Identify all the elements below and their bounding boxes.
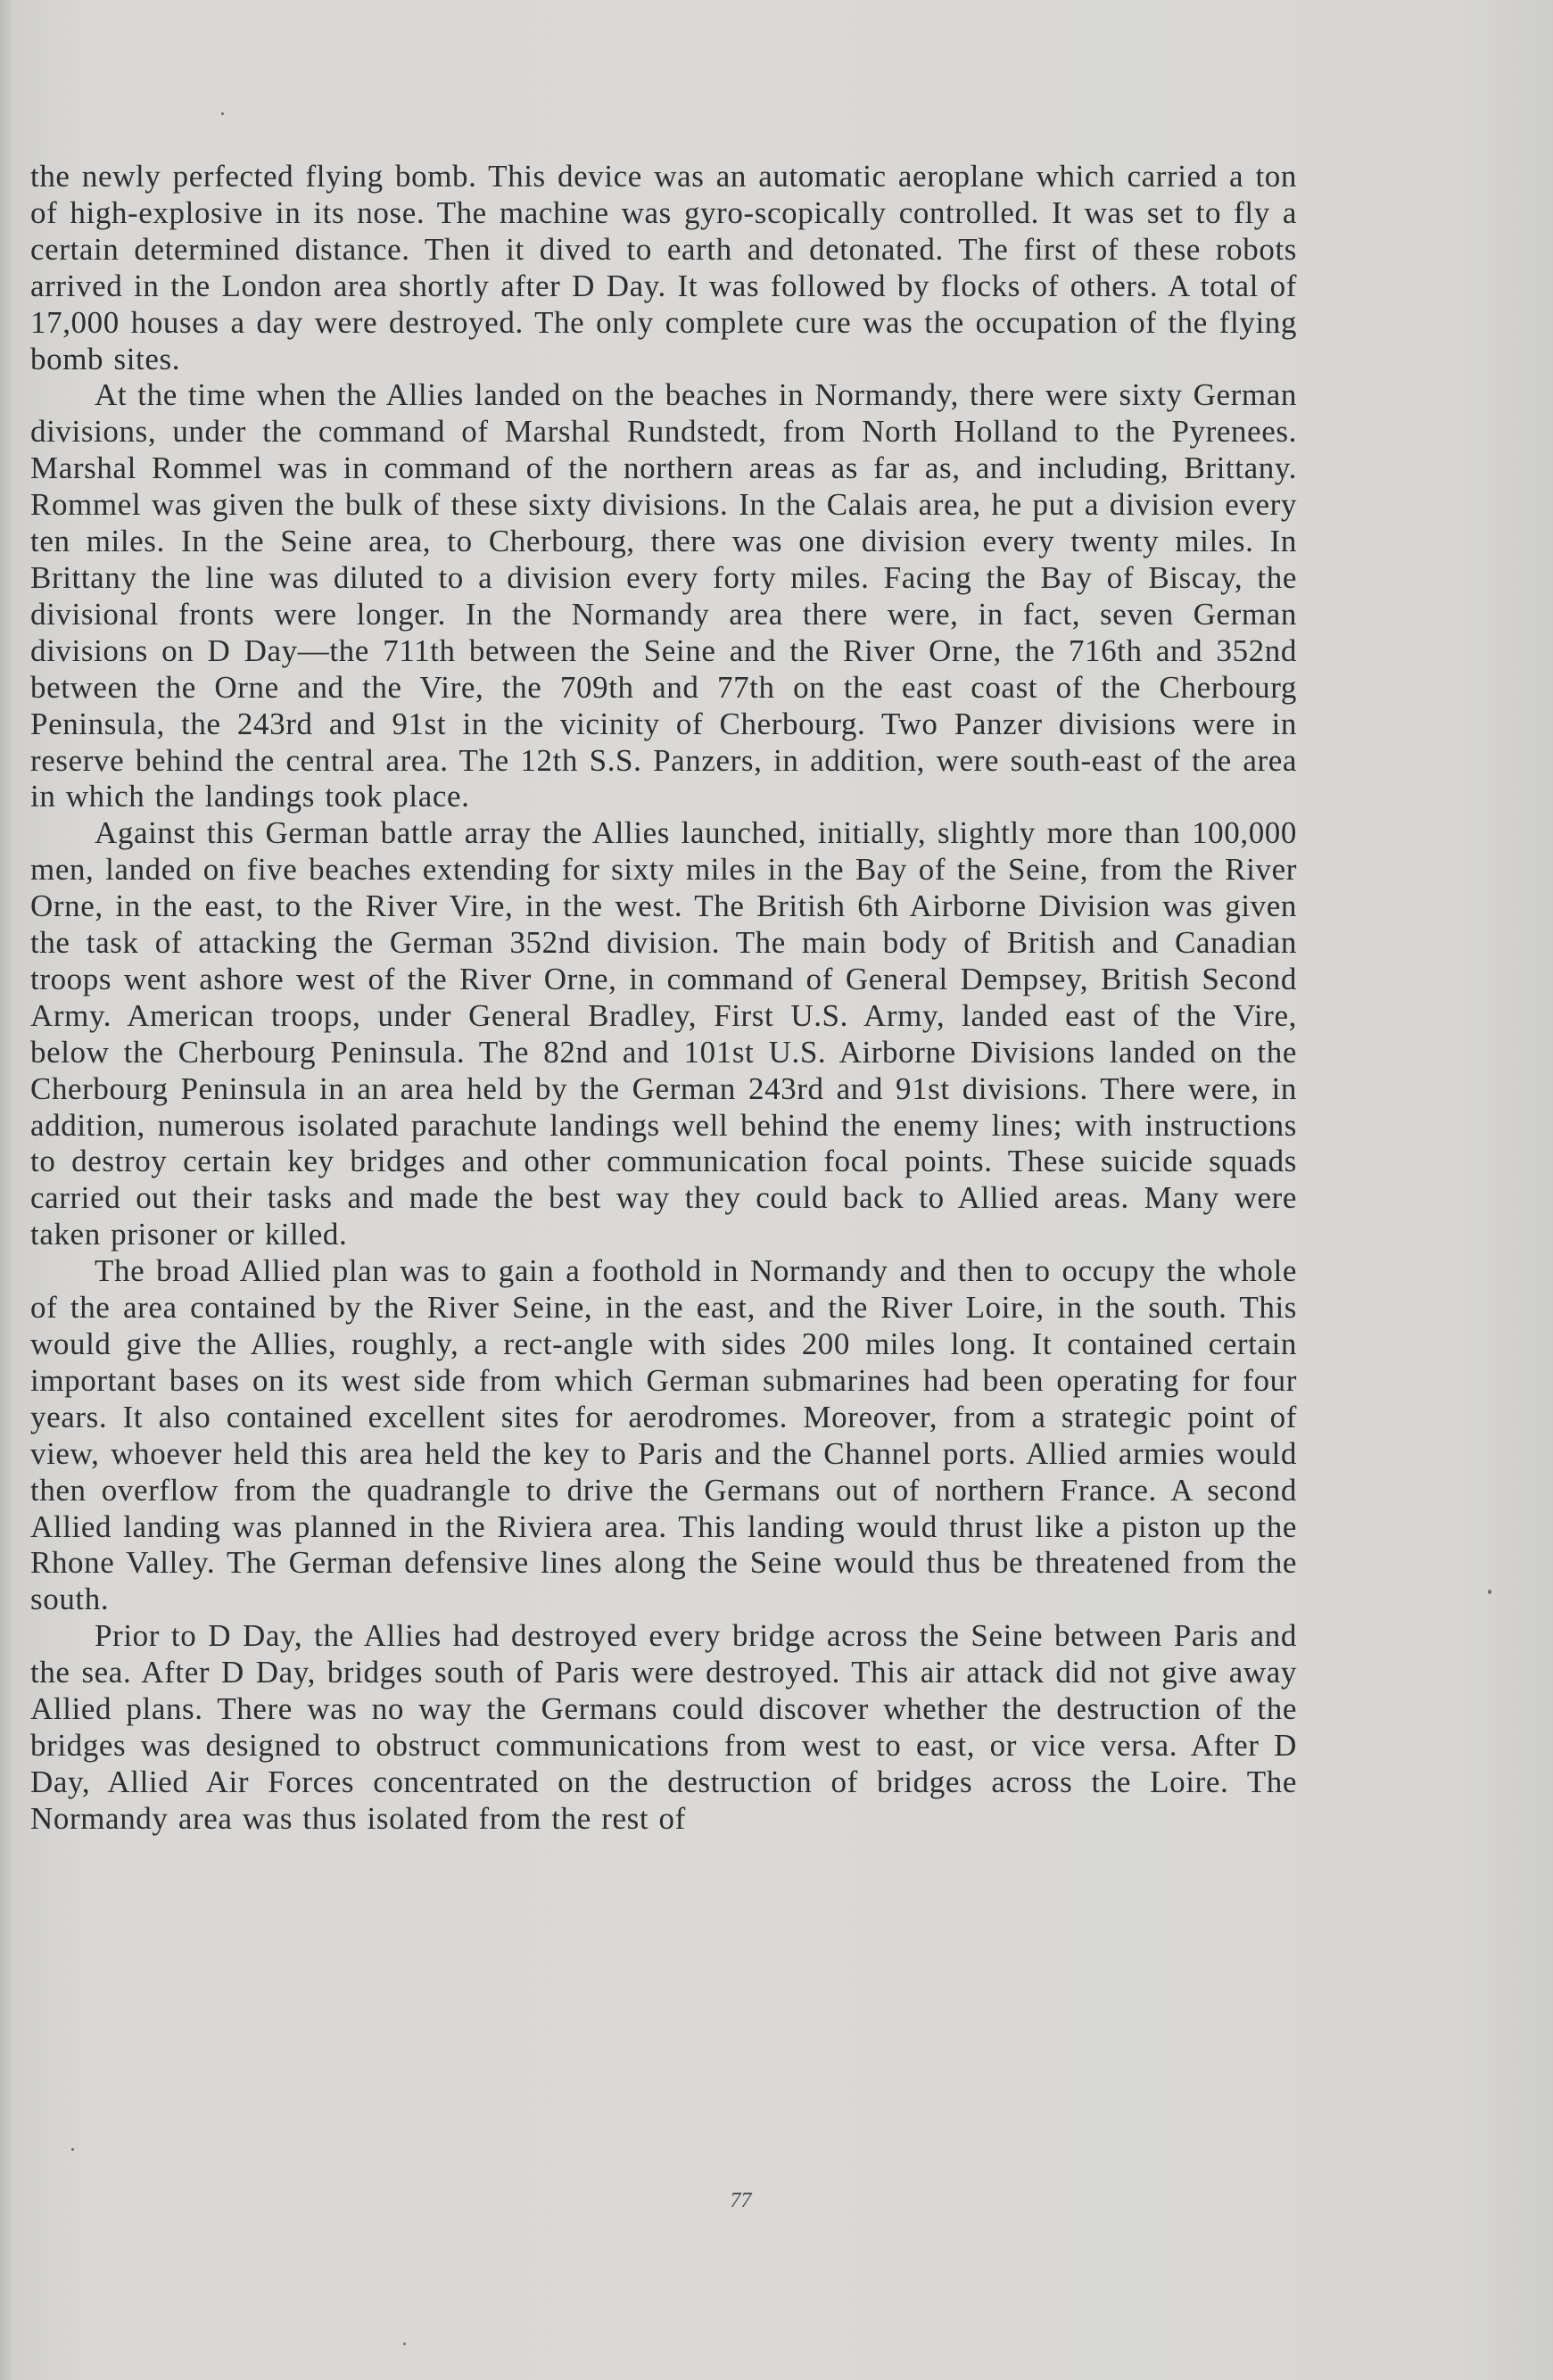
paragraph-1: the newly perfected flying bomb. This device was an automatic aeroplane which carried a ton of high-explosive in its nose. The machine was gyro-scopically controlled. It was set to fly a certain determined distance. Then it dived to earth and detonated. The first of these robots arrived in the London area shortly after D Day. It was followed by flocks of others. A total of 17,000 houses a day were destroyed. The only complete cure was the occupation of the flying bomb sites. [30,159,1297,376]
paper-speck [1488,1590,1491,1594]
body-text [30,159,1297,1838]
page-spine-shadow [0,0,12,2380]
paragraph-5: Prior to D Day, the Allies had destroyed every bridge across the Seine between Paris and the sea. After D Day, bridges south of Paris were destroyed. This air attack did not give away Allied plans. There was no way the Germans could discover whether the destruction of the bridges was designed to obstruct communications from west to east, or vice versa. After D Day, Allied Air Forces concentrated on the destruction of bridges across the Loire. The Normandy area was thus isolated from the rest of [30,1618,1297,1836]
paper-speck [71,2148,74,2151]
paragraph-3: Against this German battle array the Allies launched, initially, slightly more than 100,000 men, landed on five beaches extending for sixty miles in the Bay of the Seine, from the River Orne, in the east, to the River Vire, in the west. The British 6th Airborne Division was given the task of attacking the German 352nd division. The main body of British and Canadian troops went ashore west of the River Orne, in command of General Dempsey, British Second Army. American troops, under General Bradley, First U.S. Army, landed east of the Vire, below the Cherbourg Peninsula. The 82nd and 101st U.S. Airborne Divisions landed on the Cherbourg Peninsula in an area held by the German 243rd and 91st divisions. There were, in addition, numerous isolated parachute landings well behind the enemy lines; with instructions to destroy certain key bridges and other communication focal points. These suicide squads carried out their tasks and made the best way they could back to Allied areas. Many were taken prisoner or killed. [30,815,1297,1252]
paper-speck [221,112,224,115]
paragraph-2: At the time when the Allies landed on the beaches in Normandy, there were sixty German divisions, under the command of Marshal Rundstedt, from North Holland to the Pyrenees. Marshal Rommel was in command of the northern areas as far as, and including, Brittany. Rommel was given the bulk of these sixty divisions. In the Calais area, he put a division every ten miles. In the Seine area, to Cherbourg, there was one division every twenty miles. In Brittany the line was diluted to a division every forty miles. Facing the Bay of Biscay, the divisional fronts were longer. In the Normandy area there were, in fact, seven German divisions on D Day—the 711th between the Seine and the River Orne, the 716th and 352nd between the Orne and the Vire, the 709th and 77th on the east coast of the Cherbourg Peninsula, the 243rd and 91st in the vicinity of Cherbourg. Two Panzer divisions were in reserve behind the central area. The 12th S.S. Panzers, in addition, were south-east of the area in which the landings took place. [30,377,1297,814]
paper-speck [403,2343,406,2345]
page-number: 77 [730,2189,752,2212]
paragraph-4: The broad Allied plan was to gain a foothold in Normandy and then to occupy the whole of the area contained by the River Seine, in the east, and the River Loire, in the south. This would give the Allies, roughly, a rect-angle with sides 200 miles long. It contained certain important bases on its west side from which German submarines had been operating for four years. It also contained excellent sites for aerodromes. Moreover, from a strategic point of view, whoever held this area held the key to Paris and the Channel ports. Allied armies would then overflow from the quadrangle to drive the Germans out of northern France. A second Allied landing was planned in the Riviera area. This landing would thrust like a piston up the Rhone Valley. The German defensive lines along the Seine would thus be threatened from the south. [30,1253,1297,1617]
